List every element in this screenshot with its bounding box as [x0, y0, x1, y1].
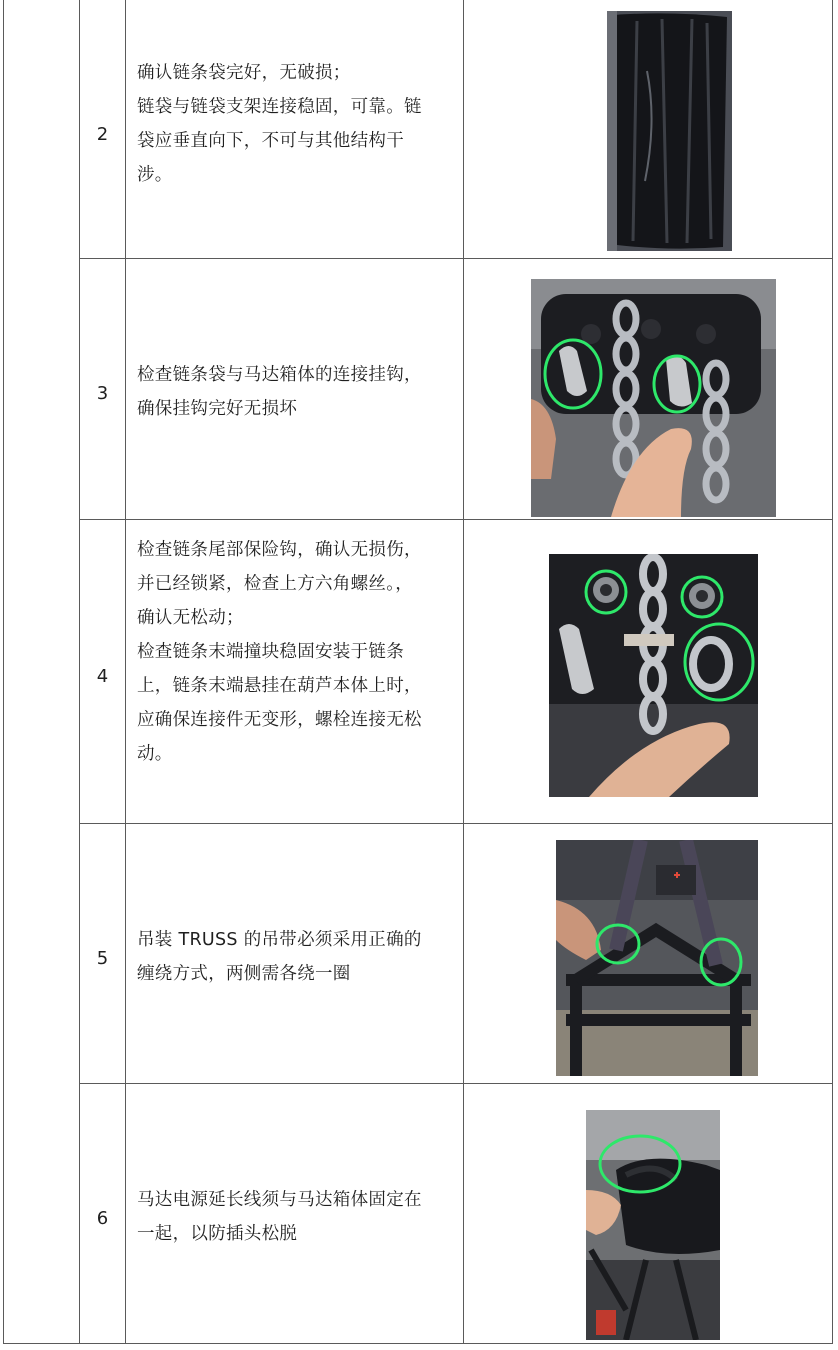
- description-line: 动。: [137, 744, 173, 764]
- hook-inspection-photo: [531, 279, 776, 517]
- chain-bag-photo: [607, 11, 732, 251]
- row-description: [137, 56, 455, 192]
- description-line: 确保挂钩完好无损坏: [137, 399, 298, 419]
- row-description: [137, 1183, 455, 1251]
- motor-cable-photo: [586, 1110, 720, 1340]
- description-line: 一起，以防插头松脱: [137, 1224, 298, 1244]
- description-line: 应确保连接件无变形，螺栓连接无松: [137, 710, 422, 730]
- description-line: 吊装 TRUSS 的吊带必须采用正确的: [137, 930, 422, 950]
- description-line: 确认无松动；: [137, 608, 244, 628]
- table-row: [0, 259, 838, 519]
- table-row: [0, 1084, 838, 1343]
- description-line: 确认链条袋完好，无破损；: [137, 63, 351, 83]
- row-number: 3: [96, 383, 109, 404]
- description-line: 检查链条袋与马达箱体的连接挂钩，: [137, 365, 422, 385]
- description-line: 涉。: [137, 165, 173, 185]
- description-line: 检查链条末端撞块稳固安装于链条: [137, 642, 404, 662]
- table-row: [0, 520, 838, 823]
- chain-end-photo: [549, 554, 758, 797]
- row-description: [137, 533, 455, 771]
- row-number: 6: [96, 1208, 109, 1229]
- description-line: 并已经锁紧，检查上方六角螺丝。，: [137, 574, 414, 594]
- truss-sling-photo: [556, 840, 758, 1076]
- table-row: [0, 0, 838, 258]
- row-number: 5: [96, 948, 109, 969]
- description-line: 缠绕方式，两侧需各绕一圈: [137, 964, 351, 984]
- row-number: 4: [96, 666, 109, 687]
- row-number: 2: [96, 124, 109, 145]
- description-line: 马达电源延长线须与马达箱体固定在: [137, 1190, 422, 1210]
- description-line: 链袋与链袋支架连接稳固，可靠。链: [137, 97, 422, 117]
- description-line: 上，链条末端悬挂在葫芦本体上时，: [137, 676, 422, 696]
- description-line: 袋应垂直向下，不可与其他结构干: [137, 131, 404, 151]
- table-border-bottom: [3, 1343, 833, 1344]
- table-row: [0, 824, 838, 1083]
- row-description: [137, 358, 455, 426]
- description-line: 检查链条尾部保险钩，确认无损伤，: [137, 540, 422, 560]
- row-description: [137, 923, 455, 991]
